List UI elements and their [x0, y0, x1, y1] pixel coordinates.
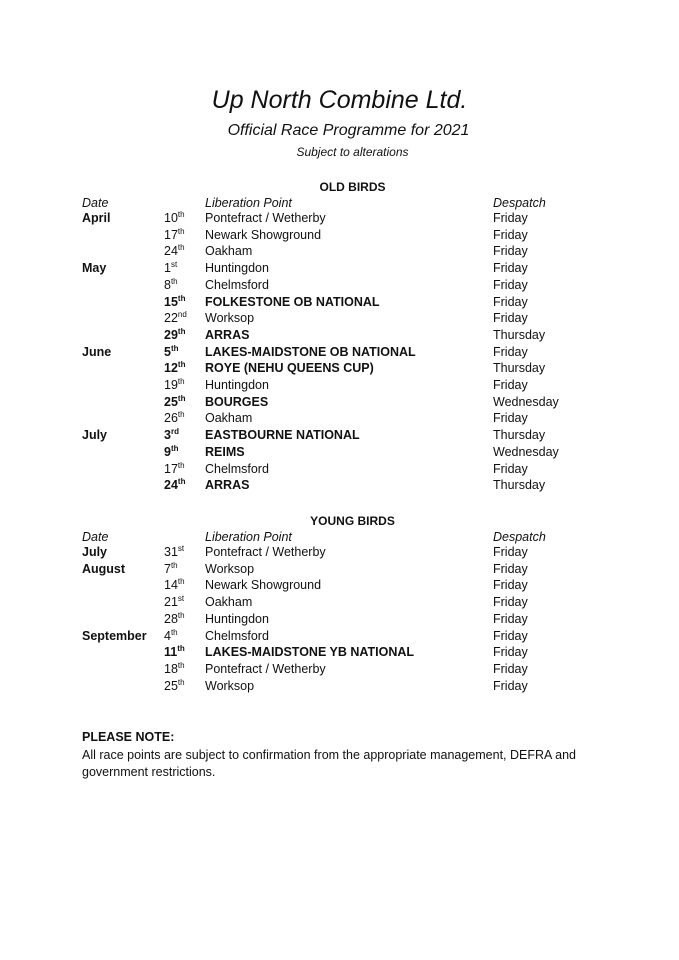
table-row [0, 462, 679, 479]
row-month: August [82, 561, 126, 576]
row-day [164, 662, 185, 676]
row-day-number: 17 [164, 461, 178, 476]
table-row [0, 211, 679, 228]
row-day-number: 18 [164, 661, 178, 676]
table-row [0, 328, 679, 345]
row-day [164, 395, 185, 409]
table-row [0, 361, 679, 378]
row-day [164, 211, 185, 225]
row-day-number: 3 [164, 428, 171, 443]
row-day [164, 545, 184, 559]
row-day [164, 478, 185, 492]
row-liberation-point: LAKES-MAIDSTONE YB NATIONAL [205, 645, 415, 660]
row-liberation-point: Chelmsford [205, 628, 269, 643]
row-day-suffix: th [177, 477, 186, 487]
row-month: May [82, 261, 107, 276]
page-subtitle: Official Race Programme for 2021 [227, 122, 470, 139]
row-day [164, 328, 185, 342]
row-liberation-point: Chelmsford [205, 277, 269, 292]
table-row [0, 228, 679, 245]
row-day [164, 645, 185, 659]
row-liberation-point: ARRAS [205, 478, 250, 493]
row-liberation-point: EASTBOURNE NATIONAL [205, 428, 360, 443]
row-day [164, 345, 179, 359]
row-day-number: 29 [164, 327, 178, 342]
row-day-number: 25 [164, 394, 178, 409]
table-row [0, 545, 679, 562]
row-despatch: Friday [493, 661, 528, 676]
row-day-number: 1 [164, 261, 171, 276]
row-day [164, 295, 185, 309]
page-title: Up North Combine Ltd. [211, 86, 468, 114]
row-day-suffix: st [170, 260, 178, 270]
row-liberation-point: Worksop [205, 311, 255, 326]
row-despatch: Thursday [493, 361, 546, 376]
row-day [164, 562, 178, 576]
old-birds-date-header: Date [82, 196, 109, 210]
row-day [164, 595, 184, 609]
row-day-number: 8 [164, 277, 171, 292]
row-month: April [82, 211, 111, 225]
row-day-number: 4 [164, 628, 171, 643]
row-liberation-point: BOURGES [205, 394, 269, 409]
table-row [0, 378, 679, 395]
row-day [164, 244, 185, 258]
row-day-number: 28 [164, 611, 178, 626]
row-despatch: Friday [493, 411, 528, 426]
row-despatch: Friday [493, 595, 528, 610]
table-row [0, 679, 679, 696]
row-day-suffix: th [177, 410, 185, 420]
row-day-suffix: th [177, 644, 185, 654]
row-day-number: 26 [164, 411, 178, 426]
table-row [0, 278, 679, 295]
row-day [164, 411, 185, 425]
table-row [0, 662, 679, 679]
old-birds-heading: OLD BIRDS [319, 180, 386, 194]
old-birds-despatch-header: Despatch [493, 196, 546, 210]
table-row [0, 411, 679, 428]
row-day-suffix: th [177, 610, 185, 620]
alterations-note: Subject to alterations [296, 145, 409, 159]
row-despatch: Friday [493, 227, 528, 242]
row-despatch: Thursday [493, 428, 546, 443]
row-day-suffix: th [170, 443, 179, 453]
row-liberation-point: LAKES-MAIDSTONE OB NATIONAL [205, 344, 416, 359]
row-despatch: Wednesday [493, 394, 559, 409]
row-day-suffix: th [177, 577, 185, 587]
footer-heading: PLEASE NOTE: [82, 730, 175, 744]
row-liberation-point: FOLKESTONE OB NATIONAL [205, 294, 380, 309]
row-liberation-point: Worksop [205, 678, 255, 693]
row-day-number: 9 [164, 444, 171, 459]
row-month: July [82, 428, 108, 443]
row-day-number: 31 [164, 545, 178, 559]
row-day [164, 679, 185, 693]
row-despatch: Friday [493, 294, 528, 309]
row-despatch: Friday [493, 611, 528, 626]
young-birds-despatch-header: Despatch [493, 530, 546, 544]
row-day-suffix: th [177, 460, 185, 470]
row-despatch: Friday [493, 277, 528, 292]
row-despatch: Thursday [493, 327, 546, 342]
table-row [0, 445, 679, 462]
row-day [164, 311, 187, 325]
row-day [164, 228, 185, 242]
row-liberation-point: Huntingdon [205, 378, 269, 392]
row-liberation-point: Worksop [205, 561, 255, 576]
row-day [164, 445, 179, 459]
table-row [0, 612, 679, 629]
row-liberation-point: Newark Showground [205, 227, 322, 242]
row-day [164, 361, 185, 375]
row-day [164, 261, 177, 275]
row-liberation-point: Newark Showground [205, 578, 322, 593]
row-despatch: Friday [493, 645, 528, 660]
row-despatch: Friday [493, 344, 528, 359]
row-day [164, 462, 185, 476]
row-day-number: 19 [164, 378, 178, 392]
row-day-number: 11 [164, 645, 178, 660]
row-liberation-point: REIMS [205, 444, 245, 459]
row-liberation-point: Huntingdon [205, 261, 269, 276]
table-row [0, 261, 679, 278]
young-birds-point-header: Liberation Point [205, 530, 292, 544]
row-day-suffix: th [170, 560, 178, 570]
table-row [0, 395, 679, 412]
row-day-number: 12 [164, 361, 178, 376]
young-birds-date-header: Date [82, 530, 109, 544]
row-despatch: Friday [493, 244, 528, 259]
row-day-suffix: st [177, 544, 185, 553]
young-birds-heading: YOUNG BIRDS [310, 514, 395, 528]
table-row [0, 578, 679, 595]
row-liberation-point: Huntingdon [205, 611, 269, 626]
row-liberation-point: Oakham [205, 411, 253, 426]
row-despatch: Friday [493, 261, 528, 276]
row-day-suffix: rd [170, 427, 179, 437]
row-day-number: 22 [164, 311, 178, 326]
row-month: September [82, 628, 147, 643]
row-month: July [82, 545, 108, 559]
table-row [0, 428, 679, 445]
row-month: June [82, 344, 112, 359]
row-liberation-point: Pontefract / Wetherby [205, 545, 326, 559]
row-despatch: Friday [493, 678, 528, 693]
row-despatch: Friday [493, 461, 528, 476]
row-day-number: 24 [164, 478, 178, 493]
row-day [164, 629, 178, 643]
row-day-suffix: th [177, 326, 186, 336]
row-day [164, 612, 185, 626]
row-day-number: 24 [164, 244, 178, 259]
row-liberation-point: Oakham [205, 244, 253, 259]
row-day-suffix: th [177, 393, 186, 403]
row-despatch: Friday [493, 628, 528, 643]
row-day-suffix: th [177, 377, 185, 386]
row-day-number: 17 [164, 227, 178, 242]
row-day [164, 578, 185, 592]
row-day-suffix: th [170, 276, 178, 286]
row-day-suffix: th [170, 627, 178, 637]
row-liberation-point: Pontefract / Wetherby [205, 211, 326, 225]
row-liberation-point: Chelmsford [205, 461, 269, 476]
table-row [0, 311, 679, 328]
row-day-number: 7 [164, 561, 171, 576]
row-liberation-point: Pontefract / Wetherby [205, 661, 326, 676]
row-liberation-point: ARRAS [205, 327, 250, 342]
row-liberation-point: ROYE (NEHU QUEENS CUP) [205, 361, 374, 376]
table-row [0, 295, 679, 312]
row-day-suffix: th [177, 243, 185, 253]
row-day-suffix: th [177, 293, 186, 303]
row-day-suffix: th [170, 343, 179, 353]
row-day-number: 5 [164, 344, 171, 359]
row-day-suffix: th [177, 210, 185, 219]
old-birds-point-header: Liberation Point [205, 196, 292, 210]
row-day-number: 14 [164, 578, 178, 593]
row-day-number: 10 [164, 211, 178, 225]
row-day-suffix: st [177, 594, 185, 604]
row-day-suffix: th [177, 226, 185, 236]
table-row [0, 595, 679, 612]
row-day-suffix: th [177, 677, 185, 687]
table-row [0, 562, 679, 579]
row-despatch: Friday [493, 211, 528, 225]
row-despatch: Friday [493, 578, 528, 593]
table-row [0, 244, 679, 261]
row-day-suffix: th [177, 360, 186, 370]
row-day-suffix: nd [177, 310, 187, 320]
row-day-number: 15 [164, 294, 178, 309]
row-despatch: Wednesday [493, 444, 559, 459]
table-row [0, 629, 679, 646]
table-row [0, 478, 679, 495]
row-despatch: Friday [493, 378, 528, 392]
row-despatch: Friday [493, 545, 528, 559]
table-row [0, 345, 679, 362]
row-despatch: Friday [493, 311, 528, 326]
row-despatch: Thursday [493, 478, 546, 493]
row-day [164, 378, 185, 392]
row-liberation-point: Oakham [205, 595, 253, 610]
row-day-suffix: th [177, 660, 185, 670]
row-day-number: 21 [164, 595, 178, 610]
row-day [164, 278, 178, 292]
footer-text: All race points are subject to confirmation from the appropriate management, DEFRA and government restrictions. [82, 748, 577, 779]
row-despatch: Friday [493, 561, 528, 576]
table-row [0, 645, 679, 662]
row-day [164, 428, 179, 442]
row-day-number: 25 [164, 678, 178, 693]
